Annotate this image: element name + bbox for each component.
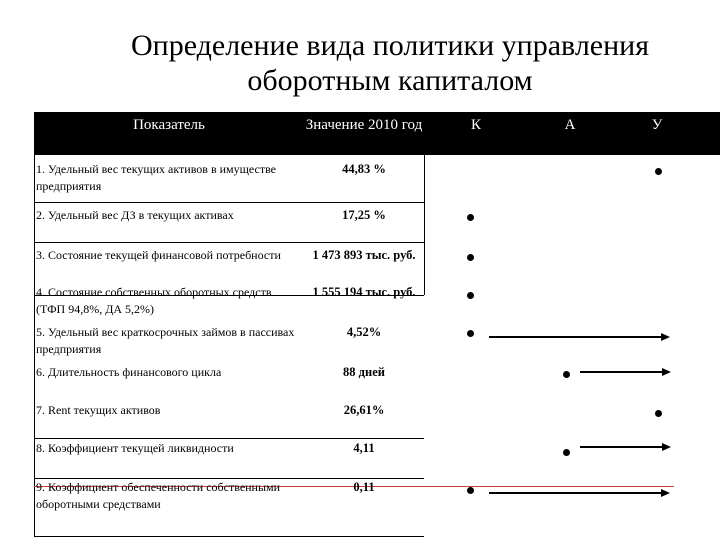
marker-dot — [655, 168, 662, 175]
arrow-line — [580, 446, 662, 448]
arrow-head-icon — [661, 489, 670, 497]
header-indicator: Показатель — [133, 117, 205, 133]
row-separator — [34, 438, 424, 439]
arrow-line — [580, 371, 662, 373]
slide-title: Определение вида политики управления оборотным капиталом — [130, 29, 650, 97]
row-9-label: 9. Коэффициент обеспеченности собственными оборотными средствами — [36, 480, 281, 511]
row-7-label: 7. Rent текущих активов — [36, 403, 161, 417]
row-5-value: 4,52% — [346, 325, 382, 339]
marker-dot — [655, 410, 662, 417]
row-separator — [34, 242, 424, 243]
row-2-value: 17,25 % — [342, 208, 386, 222]
arrow-head-icon — [662, 368, 671, 376]
row-1-label: 1. Удельный вес текущих активов в имуществе предприятия — [36, 162, 277, 193]
row-4-value: 1 555 194 тыс. руб. — [312, 285, 416, 299]
arrow-line — [489, 492, 661, 494]
row-1-value: 44,83 % — [342, 162, 386, 176]
row-6-label: 6. Длительность финансового цикла — [36, 365, 222, 379]
arrow-line — [489, 336, 661, 338]
header-value: Значение 2010 год — [305, 117, 423, 133]
row-4-label: 4. Состояние собственных оборотных средств (ТФП 94,8%, ДА 5,2%) — [36, 285, 272, 316]
header-a: А — [564, 117, 576, 133]
row-7-value: 26,61% — [343, 403, 385, 417]
row-5-label: 5. Удельный вес краткосрочных займов в пассивах предприятия — [36, 325, 295, 356]
row-3-value: 1 473 893 тыс. руб. — [312, 248, 416, 262]
header-k: К — [470, 117, 481, 133]
marker-dot — [467, 254, 474, 261]
value-column-border — [424, 155, 425, 295]
policy-table — [34, 155, 720, 537]
marker-dot — [467, 330, 474, 337]
row-separator — [34, 202, 424, 203]
row-6-value: 88 дней — [343, 365, 385, 379]
row-separator — [34, 536, 424, 537]
table-border-left — [34, 155, 35, 537]
row-3-label: 3. Состояние текущей финансовой потребности — [36, 248, 281, 262]
marker-dot — [467, 292, 474, 299]
row-9-value: 0,11 — [353, 480, 375, 494]
row-8-value: 4,11 — [353, 441, 375, 455]
marker-dot — [563, 449, 570, 456]
arrow-head-icon — [662, 443, 671, 451]
marker-dot — [467, 487, 474, 494]
table-header — [34, 112, 720, 155]
header-u: У — [651, 117, 663, 133]
row-2-label: 2. Удельный вес ДЗ в текущих активах — [36, 208, 234, 222]
arrow-head-icon — [661, 333, 670, 341]
marker-dot — [563, 371, 570, 378]
row-8-label: 8. Коэффициент текущей ликвидности — [36, 441, 234, 455]
marker-dot — [467, 214, 474, 221]
